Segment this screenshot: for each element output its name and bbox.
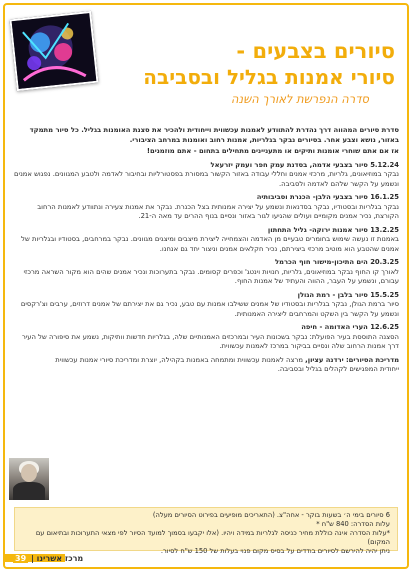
page-title: סיורים בצבעים - bbox=[236, 39, 395, 63]
guide-photo-shoulders bbox=[13, 482, 45, 500]
page-subtitle: סדרה הנפרשת לאורך השנה bbox=[230, 92, 369, 106]
tour-heading: 15.5.25 סיור בלבן - רמת הגולן bbox=[297, 290, 399, 299]
tour-description: באמנות זו נעשה שימוש בחומרים טבעיים מן האדמה והצמחייה ליצירת מיצבים ומיצגים מגוונים. נבקר במרחבים, בסטודיו ובגלריות של אמנים שהטבע הוא מוטיב מרכזי ביצירתם, נכיר חקלאים אמנים וניצור יחד גם אנחנו. bbox=[21, 235, 399, 253]
tour-heading: 5.12.24 סיור בצבעי אדמה, בסדנת עמק חפר ועמק יזרעאל bbox=[210, 160, 399, 169]
page-footer bbox=[5, 549, 407, 567]
guide-name: מדריכת הסיורים: ירדנה עציון, bbox=[305, 355, 399, 364]
tour-item bbox=[11, 323, 399, 352]
tour-item bbox=[11, 161, 399, 190]
tour-description: הסצנה התוססת בעיר הפועלת: נבקר בשכונות העיר ובמרכזים האמנותיים שלה, בגלריות חדשות וותיקות, נשמע את סיפורה של העיר דרך אמנות הרחוב שלה ונסיים בביקור במרכז לאמנות עכשווית. bbox=[21, 332, 399, 350]
info-price-note: *עלות הסדרה אינה כוללת מחיר כניסה לגלריות במידה ויהיו. (אלו יקבעו בסמוך למועד הסיור לפי מצאי התערוכות ובתיאום עם המקום) bbox=[35, 529, 390, 546]
guide-photo bbox=[9, 458, 49, 500]
title-block bbox=[105, 39, 395, 106]
artwork-illustration bbox=[9, 13, 96, 91]
intro-section bbox=[11, 126, 399, 157]
brochure-page bbox=[3, 3, 409, 569]
page-number: 39 bbox=[15, 554, 27, 563]
guide-description: מרצה לאמנות עכשווית ומתמחה באמנות בקהילה, יוצרת ומדריכת סיורי אמנות עכשווית ייחודית המפגישים לקהלים בגליל ובסביבה. bbox=[55, 355, 399, 373]
pricing-info-box bbox=[14, 507, 398, 555]
hero-artwork-image bbox=[9, 11, 98, 91]
tour-heading: 13.2.25 סיור אמנות ירוקה- גליל התחתון bbox=[267, 225, 399, 234]
tour-item bbox=[11, 258, 399, 287]
tour-description: סיור ברמת הגולן, נבקר בגלריות ובסטודיו של אמנים ששילבו אמנות עם טבע, נכיר גם את יצירתם של אמנים דרוזים, ערבים וצ'רקסים ונשמע על הקשר בין השקט והמרחבים ליצירה האמנותית. bbox=[20, 300, 399, 318]
tour-description: נבקר בגלריות ובסטודיו, נבקר בסדנאות ונשמע על יצירה אמנותית בצל הכנרת. נבקר את אמנות צעירה ונתוודע לאמנות הרחוב הקורצת, נכיר אמנים מקומיים ועולים שהגיעו לגור באזור ונסיים בנוף ההרים עד מאה ה-21. bbox=[37, 202, 399, 220]
info-price: עלות הסדרה: 840 ש"ח * bbox=[316, 520, 390, 528]
tour-item bbox=[11, 226, 399, 255]
intro-paragraph: סדרת סיורים המהווה דרך נהדרת להתוודע לאמנות עכשווית וייחודית ולהכיר את סצנת האומנות בגליל. כל סיור מתמקד באזור, נושא וצבע אחר. בסיורים נבקר בגלריות, אמנות רחוב ואומנות במרחב הציבורי. bbox=[29, 126, 399, 144]
tour-item bbox=[11, 193, 399, 222]
tour-item bbox=[11, 291, 399, 320]
info-schedule: 6 סיורים בימי ה׳ בשעות בוקר - אחה"צ. (התאריכים מופיעים בפירוט הסיורים מעלה) bbox=[152, 511, 390, 519]
page-title-secondary: סיורי אמנות בגליל ובסביבה bbox=[143, 65, 395, 89]
tour-description: לאורך קו החוף נבקר במוזיאונים, גלריות, חנויות וינטג' וכפרים קסומים. נבקר בתערוכות ונכיר אמנים שהים הוא מקור השראה מרכזי עבורם, ונשמע על העבר, ההווה והעתיד של אמנות החוף. bbox=[23, 267, 399, 285]
footer-center-name: מרכז אשרינו bbox=[36, 554, 84, 563]
main-content bbox=[11, 126, 399, 375]
guide-photo-face bbox=[21, 464, 37, 482]
tour-heading: 20.3.25 הים התיכון-מישור חוף הכרמל bbox=[274, 258, 399, 266]
intro-invitation: אז אם אתם שוחרי אומנות ותיקים או מתעניינים מתחילים בתחום - אתם מוזמנים! bbox=[146, 147, 399, 155]
tour-description: נבקר במוזיאונים, גלריות, מרכזי אמנים וחללי עבודה באזור הקשור במסורת בפסטורליות ובחיבור לאדמה ולטבע המגוונים. נפגוש אמנים ונשמע על הקשר שלהם לאדמה ולסביבה. bbox=[14, 170, 399, 188]
guide-section bbox=[11, 356, 399, 375]
tour-heading: 12.6.25 הערי האדומה - חיפה bbox=[301, 323, 399, 331]
footer-label: 39 | מרכז אשרינו bbox=[15, 554, 84, 563]
info-single-tour: ניתן יהיה להירשם לסיורים בודדים על בסיס מקום פנוי בעלות של 150 ש"ח לסיור. bbox=[160, 547, 390, 555]
tour-heading: 16.1.25 סיור בצבעי הלבן- הכנרת וסביבותיה bbox=[256, 193, 399, 201]
